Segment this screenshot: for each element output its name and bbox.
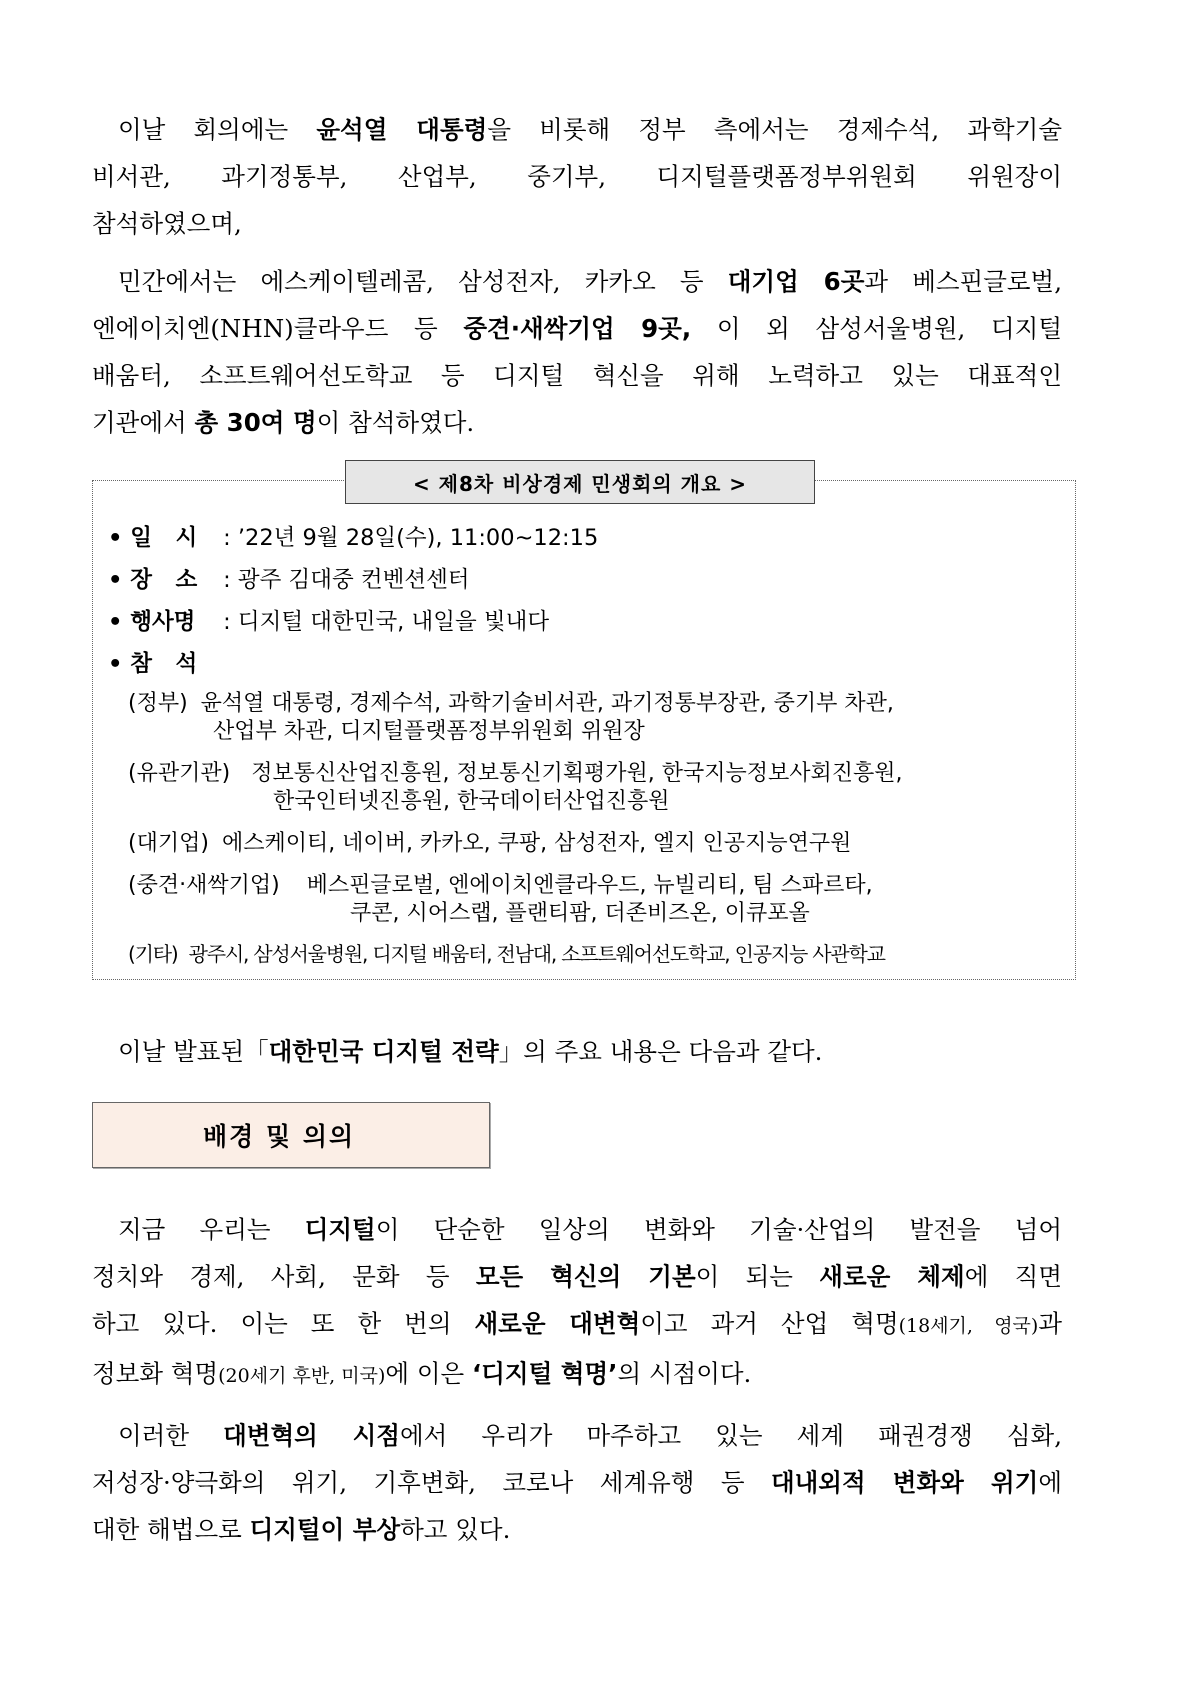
attendee-group-government [128, 686, 894, 717]
paragraph-attendance-government [92, 106, 1062, 247]
body-text: 비서관, 과기정통부, 산업부, 중기부, 디지털플랫폼정부위원회 위원장이 [92, 162, 1062, 191]
text-line [92, 1506, 1062, 1553]
attendee-list: 정보통신산업진흥원, 정보통신기획평가원, 한국지능정보사회진흥원, [251, 761, 903, 786]
emphasis-text: 대내외적 변화와 위기 [770, 1468, 1039, 1497]
attendee-group-agencies [128, 756, 902, 787]
body-text: 배움터, 소프트웨어선도학교 등 디지털 혁신을 위해 노력하고 있는 대표적인 [92, 361, 1062, 390]
body-text: 참석하였으며, [92, 209, 242, 238]
text-line [92, 1253, 1062, 1300]
attendee-list: 산업부 차관, 디지털플랫폼정부위원회 위원장 [213, 719, 645, 744]
text-line [92, 1300, 1062, 1350]
emphasis-text: 디지털 [304, 1215, 376, 1244]
emphasis-text: 대변혁의 시점 [223, 1421, 400, 1450]
attendee-group-others [128, 938, 885, 967]
body-text: 저성장·양극화의 위기, 기후변화, 코로나 세계유행 등 [92, 1468, 771, 1497]
overview-title: < 제8차 비상경제 민생회의 개요 > [345, 460, 815, 504]
body-text: 이 단순한 일상의 변화와 기술·산업의 발전을 넘어 [375, 1215, 1062, 1244]
emphasis-text: 새로운 대변혁 [474, 1309, 641, 1338]
body-text: 의 시점이다. [617, 1359, 752, 1388]
body-text: 하고 있다. 이는 또 한 번의 [92, 1309, 475, 1338]
body-text: 이 되는 [695, 1262, 820, 1291]
text-line [92, 305, 1062, 352]
body-text: 을 비롯해 정부 측에서는 경제수석, 과학기술 [487, 115, 1063, 144]
overview-key: • 참 석 [108, 651, 198, 677]
body-text: 정치와 경제, 사회, 문화 등 [92, 1262, 476, 1291]
paragraph-strategy-intro [92, 1028, 1062, 1075]
emphasis-text: ‘디지털 혁명’ [471, 1359, 618, 1388]
attendee-label: (중견‧새싹기업) [128, 873, 280, 898]
attendee-list: 광주시, 삼성서울병원, 디지털 배움터, 전남대, 소프트웨어선도학교, 인공지능 사관학교 [188, 942, 885, 966]
attendee-group-agencies-cont [273, 784, 670, 815]
attendee-list: 에스케이티, 네이버, 카카오, 쿠팡, 삼성전자, 엘지 인공지능연구원 [221, 831, 852, 856]
text-line [92, 1028, 1062, 1075]
body-text: 이날 발표된「 [118, 1037, 269, 1066]
attendee-list: 한국인터넷진흥원, 한국데이터산업진흥원 [273, 789, 670, 814]
body-text: (18세기, 영국) [898, 1315, 1039, 1337]
body-text: 이 외 삼성서울병원, 디지털 [691, 314, 1063, 343]
body-text: (20세기 후반, 미국) [218, 1365, 386, 1387]
body-text: 대한 해법으로 [92, 1515, 250, 1544]
overview-value: : 광주 김대중 컨벤션센터 [223, 567, 470, 593]
overview-key: • 행사명 [108, 609, 196, 635]
overview-key: • 장 소 [108, 567, 198, 593]
body-text: 」의 주요 내용은 다음과 같다. [498, 1037, 823, 1066]
body-text: 에 [1038, 1468, 1062, 1497]
attendee-label: (유관기관) [128, 761, 231, 786]
body-text: 에 직면 [964, 1262, 1063, 1291]
text-line [92, 1350, 1062, 1400]
text-line [92, 1459, 1062, 1506]
overview-key: • 일 시 [108, 525, 198, 551]
emphasis-text: 윤석열 대통령 [316, 115, 488, 144]
attendee-group-large-companies [128, 826, 851, 857]
body-text: 과 베스핀글로벌, [864, 267, 1062, 296]
text-line [92, 106, 1062, 153]
body-text: 하고 있다. [400, 1515, 511, 1544]
section-title: 배경 및 의의 [203, 1122, 356, 1151]
body-text: 정보화 혁명 [92, 1359, 219, 1388]
text-line [92, 352, 1062, 399]
attendee-group-mid-startups-cont [350, 896, 810, 927]
paragraph-attendance-private [92, 258, 1062, 446]
section-header [92, 1102, 490, 1168]
emphasis-text: 모든 혁신의 기본 [475, 1262, 696, 1291]
emphasis-text: 총 30여 명 [194, 408, 317, 437]
body-text: 엔에이치엔(NHN)클라우드 등 [92, 314, 464, 343]
attendee-list: 베스핀글로벌, 엔에이치엔클라우드, 뉴빌리티, 팀 스파르타, [306, 873, 873, 898]
attendee-group-mid-startups [128, 868, 873, 899]
body-text: 이고 과거 산업 혁명 [640, 1309, 899, 1338]
overview-value: : ’22년 9월 28일(수), 11:00~12:15 [223, 525, 599, 551]
text-line [92, 200, 1062, 247]
text-line [92, 399, 1062, 446]
text-line [92, 1206, 1062, 1253]
body-text: 이러한 [118, 1421, 224, 1450]
emphasis-text: 중견·새싹기업 9곳, [463, 314, 692, 343]
body-text: 이 참석하였다. [316, 408, 475, 437]
text-line [92, 1412, 1062, 1459]
paragraph-significance [92, 1412, 1062, 1553]
body-text: 기관에서 [92, 408, 195, 437]
body-text: 지금 우리는 [118, 1215, 305, 1244]
emphasis-text: 대기업 6곳 [727, 267, 865, 296]
overview-value: : 디지털 대한민국, 내일을 빛내다 [223, 609, 550, 635]
body-text: 과 [1038, 1309, 1062, 1338]
attendee-group-government-cont [213, 714, 645, 745]
emphasis-text: 새로운 체제 [819, 1262, 965, 1291]
attendee-list: 윤석열 대통령, 경제수석, 과학기술비서관, 과기정통부장관, 중기부 차관, [200, 691, 894, 716]
attendee-label: (기타) [128, 942, 178, 966]
body-text: 민간에서는 에스케이텔레콤, 삼성전자, 카카오 등 [118, 267, 728, 296]
body-text: 이날 회의에는 [118, 115, 317, 144]
body-text: 에 이은 [385, 1359, 472, 1388]
attendee-list: 쿠콘, 시어스랩, 플랜티팜, 더존비즈온, 이큐포올 [350, 901, 810, 926]
text-line [92, 258, 1062, 305]
overview-item-event-name [108, 604, 549, 636]
attendee-label: (정부) [128, 691, 188, 716]
paragraph-background [92, 1206, 1062, 1400]
overview-item-date [108, 520, 598, 552]
body-text: 에서 우리가 마주하고 있는 세계 패권경쟁 심화, [399, 1421, 1063, 1450]
text-line [92, 153, 1062, 200]
attendee-label: (대기업) [128, 831, 209, 856]
emphasis-text: 대한민국 디지털 전략 [268, 1037, 499, 1066]
overview-item-place [108, 562, 470, 594]
overview-item-attendees [108, 646, 197, 678]
emphasis-text: 디지털이 부상 [249, 1515, 401, 1544]
